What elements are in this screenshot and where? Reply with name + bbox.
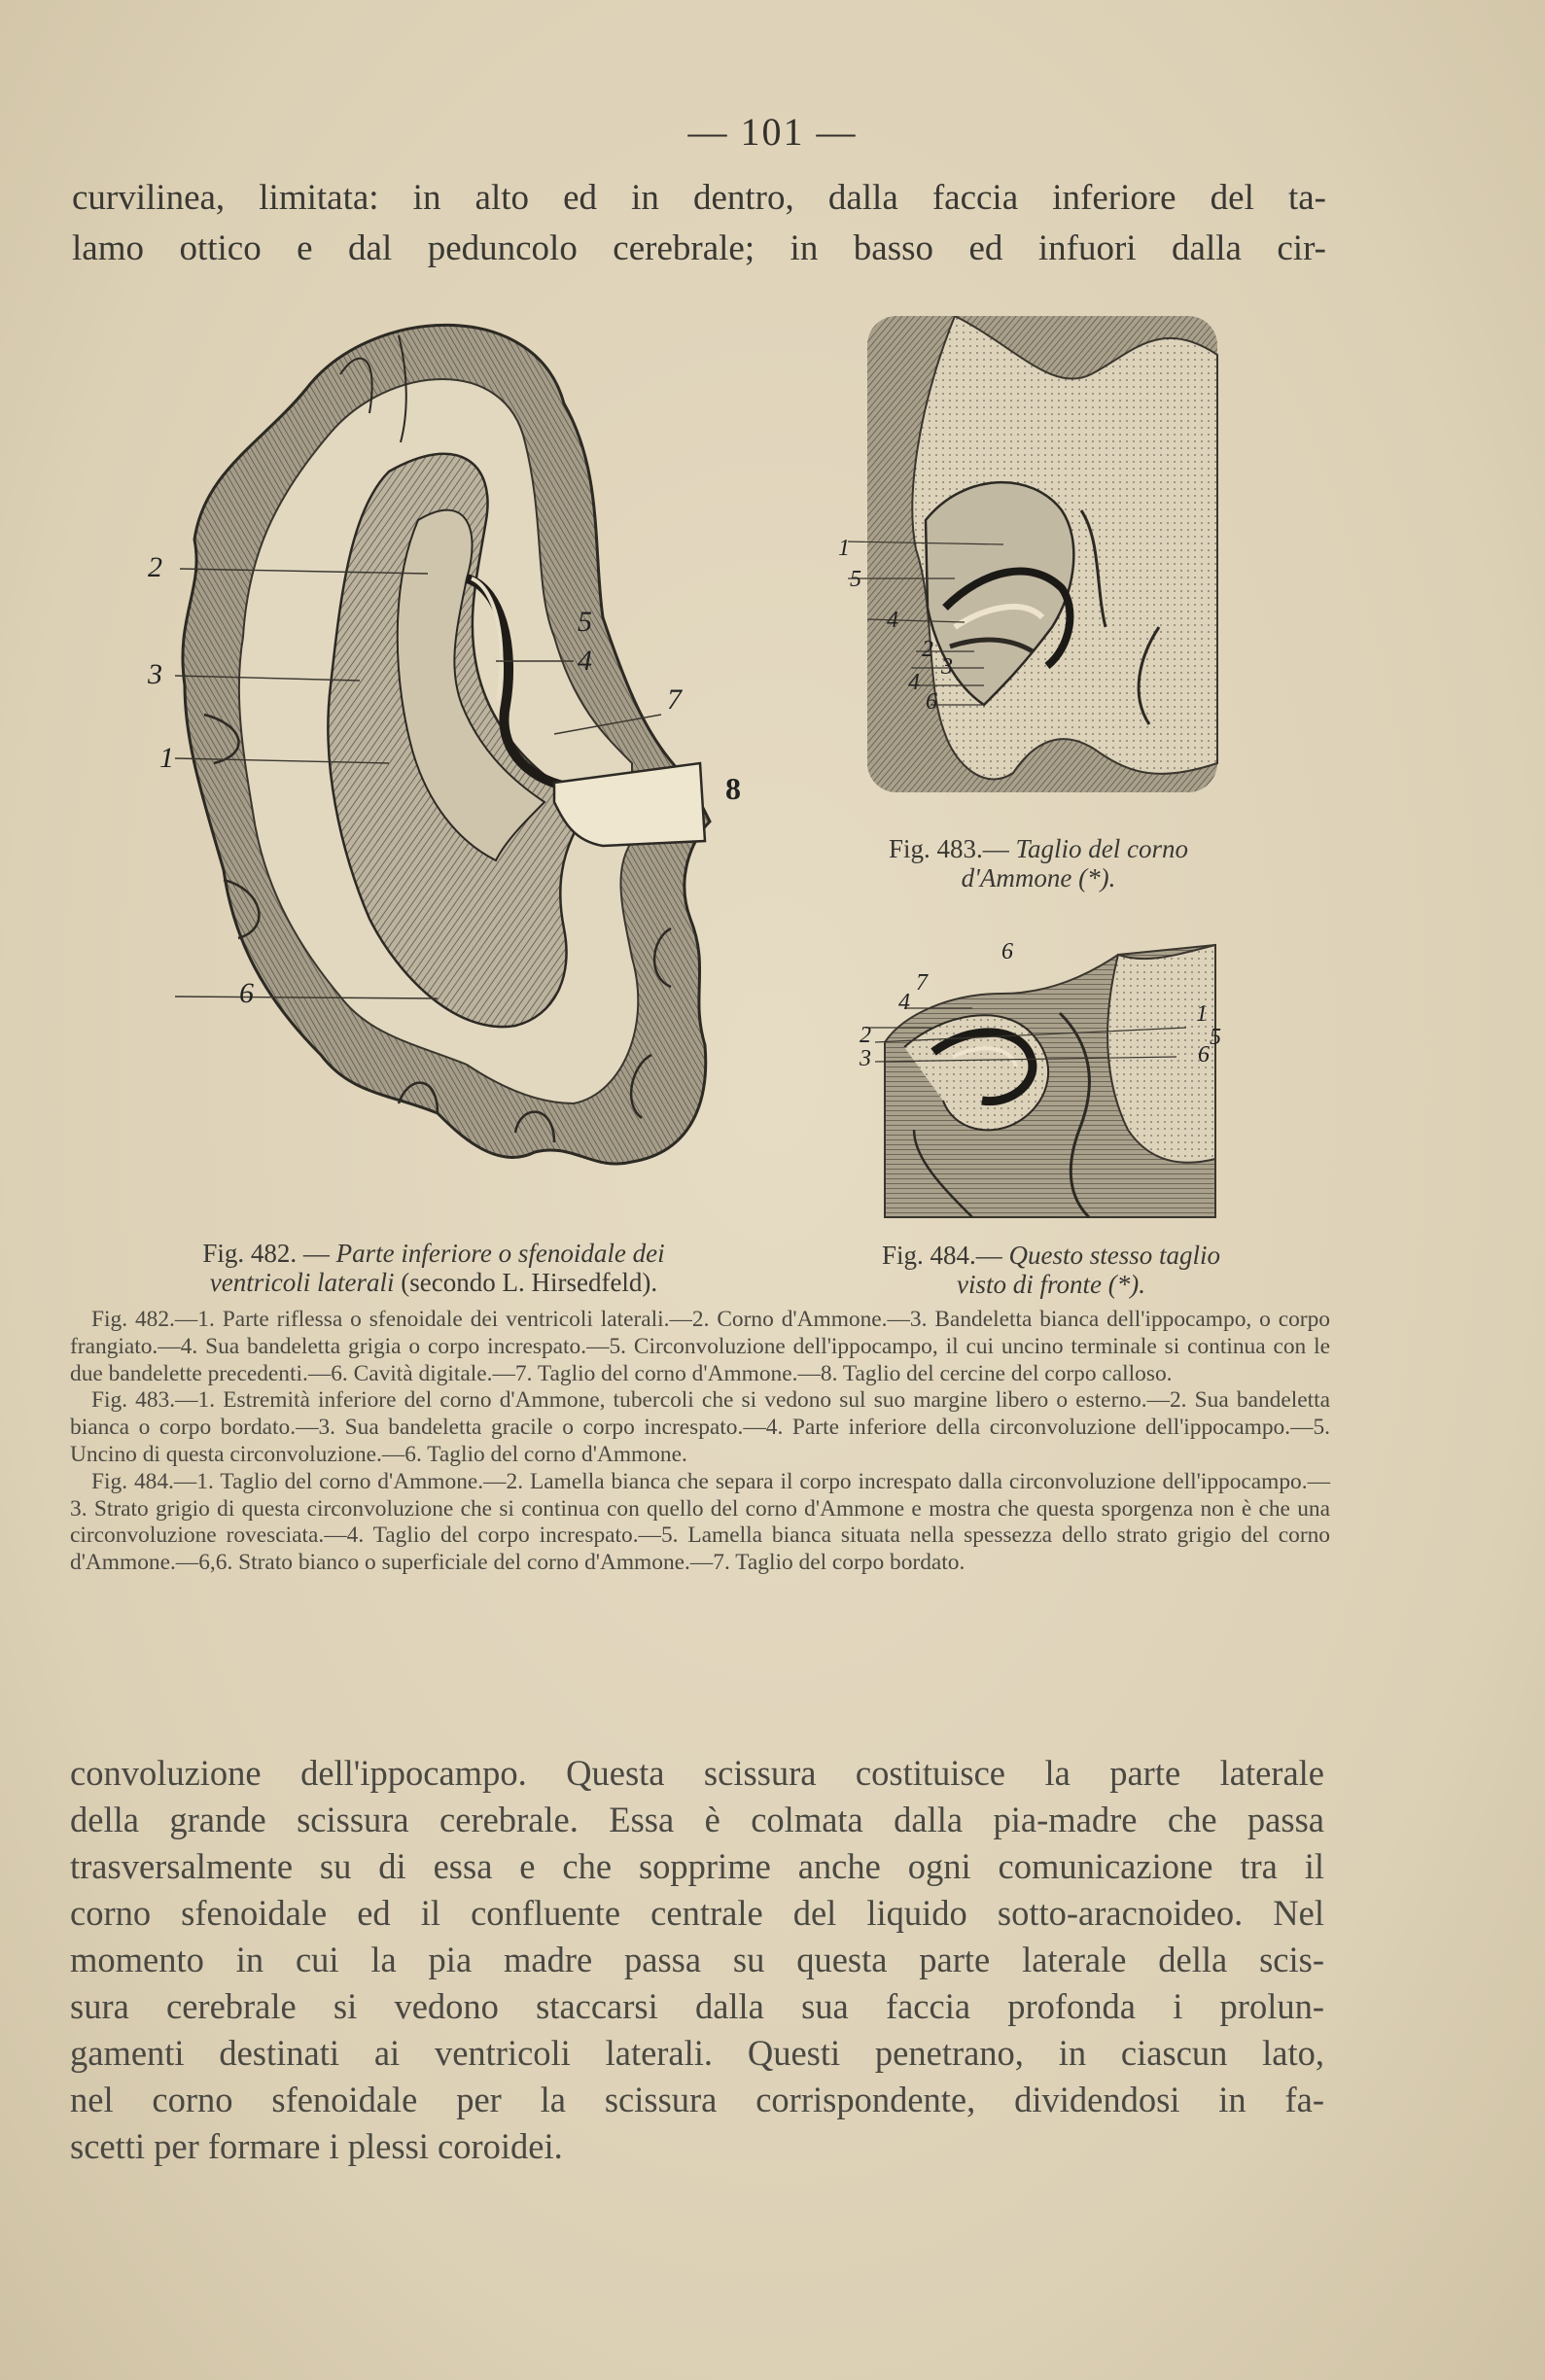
figure-label: 1 [1196, 1001, 1208, 1027]
text-line: gamenti destinati ai ventricoli laterali. Questi penetrano, in ciascun lato, [70, 2033, 1324, 2073]
figure-label: 4 [898, 990, 910, 1015]
text-line: lamo ottico e dal peduncolo cerebrale; in basso ed infuori dalla cir- [72, 228, 1326, 268]
text-line: scetti per formare i plessi coroidei. [70, 2126, 563, 2166]
figure-label: 6 [926, 689, 937, 715]
figure-483 [838, 316, 1227, 802]
caption-text: (secondo L. Hirsedfeld). [401, 1268, 658, 1297]
figure-484 [856, 935, 1235, 1227]
legend-paragraph: Fig. 483.—1. Estremità inferiore del corno d'Ammone, tubercoli che si vedono sul suo margine libero o esterno.—2. Sua bandeletta bianca o corpo bordato.—3. Sua bandeletta gracile o corpo increspato.—4. Parte inferiore della circonvoluzione dell'ippocampo.—5. Uncino di questa circonvoluzione.—6. Taglio del corno d'Ammone. [70, 1387, 1330, 1467]
caption-text: ventricoli laterali [209, 1268, 395, 1297]
brain-section-illustration [146, 297, 768, 1191]
figure-label: 6 [1198, 1042, 1210, 1068]
figure-label: 2 [922, 637, 933, 662]
figure-label: 1 [159, 742, 174, 774]
text-line: curvilinea, limitata: in alto ed in dentro, dalla faccia inferiore del ta- [72, 178, 1326, 218]
caption-text: Parte inferiore o sfenoidale dei [335, 1239, 665, 1268]
figure-label: 5 [850, 567, 861, 592]
section-illustration [838, 316, 1227, 802]
figure-label: 5 [578, 606, 592, 638]
text-line: sura cerebrale si vedono staccarsi dalla sua faccia profonda i prolun- [70, 1986, 1324, 2026]
text-line: convoluzione dell'ippocampo. Questa scissura costituisce la parte laterale [70, 1753, 1324, 1793]
figure-label: 8 [725, 771, 741, 806]
figure-label: 6 [1001, 939, 1013, 964]
figure-label: 7 [916, 970, 928, 996]
figure-label: 2 [860, 1023, 871, 1048]
caption-number: Fig. 483.— [888, 834, 1009, 863]
figure-label: 5 [1210, 1025, 1221, 1050]
caption-number: Fig. 484.— [881, 1241, 1002, 1270]
caption-text: visto di fronte (*). [957, 1270, 1145, 1299]
figure-label: 4 [887, 608, 898, 633]
figure-483-caption [825, 834, 1252, 892]
figure-legend [70, 1307, 1330, 1577]
figure-label: 4 [908, 670, 920, 695]
text-line: nel corno sfenoidale per la scissura corrispondente, dividendosi in fa- [70, 2080, 1324, 2119]
text-line: momento in cui la pia madre passa su questa parte laterale della scis- [70, 1940, 1324, 1979]
caption-text: d'Ammone (*). [961, 863, 1116, 892]
text-line: corno sfenoidale ed il confluente centrale del liquido sotto-aracnoideo. Nel [70, 1893, 1324, 1933]
figure-label: 1 [838, 536, 850, 561]
legend-paragraph: Fig. 484.—1. Taglio del corno d'Ammone.—2. Lamella bianca che separa il corpo increspato dalla circonvoluzione dell'ippocampo.—3. Strato grigio di questa circonvoluzione che si continua con quello del corno d'Ammone e mostra che questa sporgenza non è che una circonvoluzione rovesciata.—4. Taglio del corpo increspato.—5. Lamella bianca situata nella spessezza dello strato grigio del corno d'Ammone.—6,6. Strato bianco o superficiale del corno d'Ammone.—7. Taglio del corpo bordato. [70, 1468, 1330, 1576]
figure-482-caption [93, 1239, 774, 1297]
caption-number: Fig. 482. — [202, 1239, 330, 1268]
text-line: della grande scissura cerebrale. Essa è colmata dalla pia-madre che passa [70, 1800, 1324, 1839]
section-illustration [856, 935, 1235, 1227]
top-paragraph [72, 173, 1326, 274]
page-number: — 101 — [687, 110, 858, 154]
figure-label: 3 [860, 1046, 871, 1071]
bottom-paragraph [70, 1750, 1324, 2170]
figure-482 [146, 297, 768, 1191]
figure-484-caption [823, 1241, 1280, 1299]
figure-label: 7 [667, 683, 682, 716]
caption-text: Taglio del corno [1015, 834, 1189, 863]
legend-paragraph: Fig. 482.—1. Parte riflessa o sfenoidale dei ventricoli laterali.—2. Corno d'Ammone.—3. Bandeletta bianca dell'ippocampo, o corpo frangiato.—4. Sua bandeletta grigia o corpo increspato.—5. Circonvoluzione dell'ippocampo, il cui uncino terminale si continua con le due bandelette precedenti.—6. Cavità digitale.—7. Taglio del corno d'Ammone.—8. Taglio del cercine del corpo calloso. [70, 1307, 1330, 1386]
figure-label: 3 [148, 658, 162, 690]
figure-label: 6 [239, 977, 254, 1009]
figure-label: 3 [941, 654, 953, 680]
figure-label: 2 [148, 551, 162, 583]
figure-label: 4 [578, 645, 592, 677]
text-line: trasversalmente su di essa e che sopprime anche ogni comunicazione tra il [70, 1846, 1324, 1886]
caption-text: Questo stesso taglio [1008, 1241, 1221, 1270]
